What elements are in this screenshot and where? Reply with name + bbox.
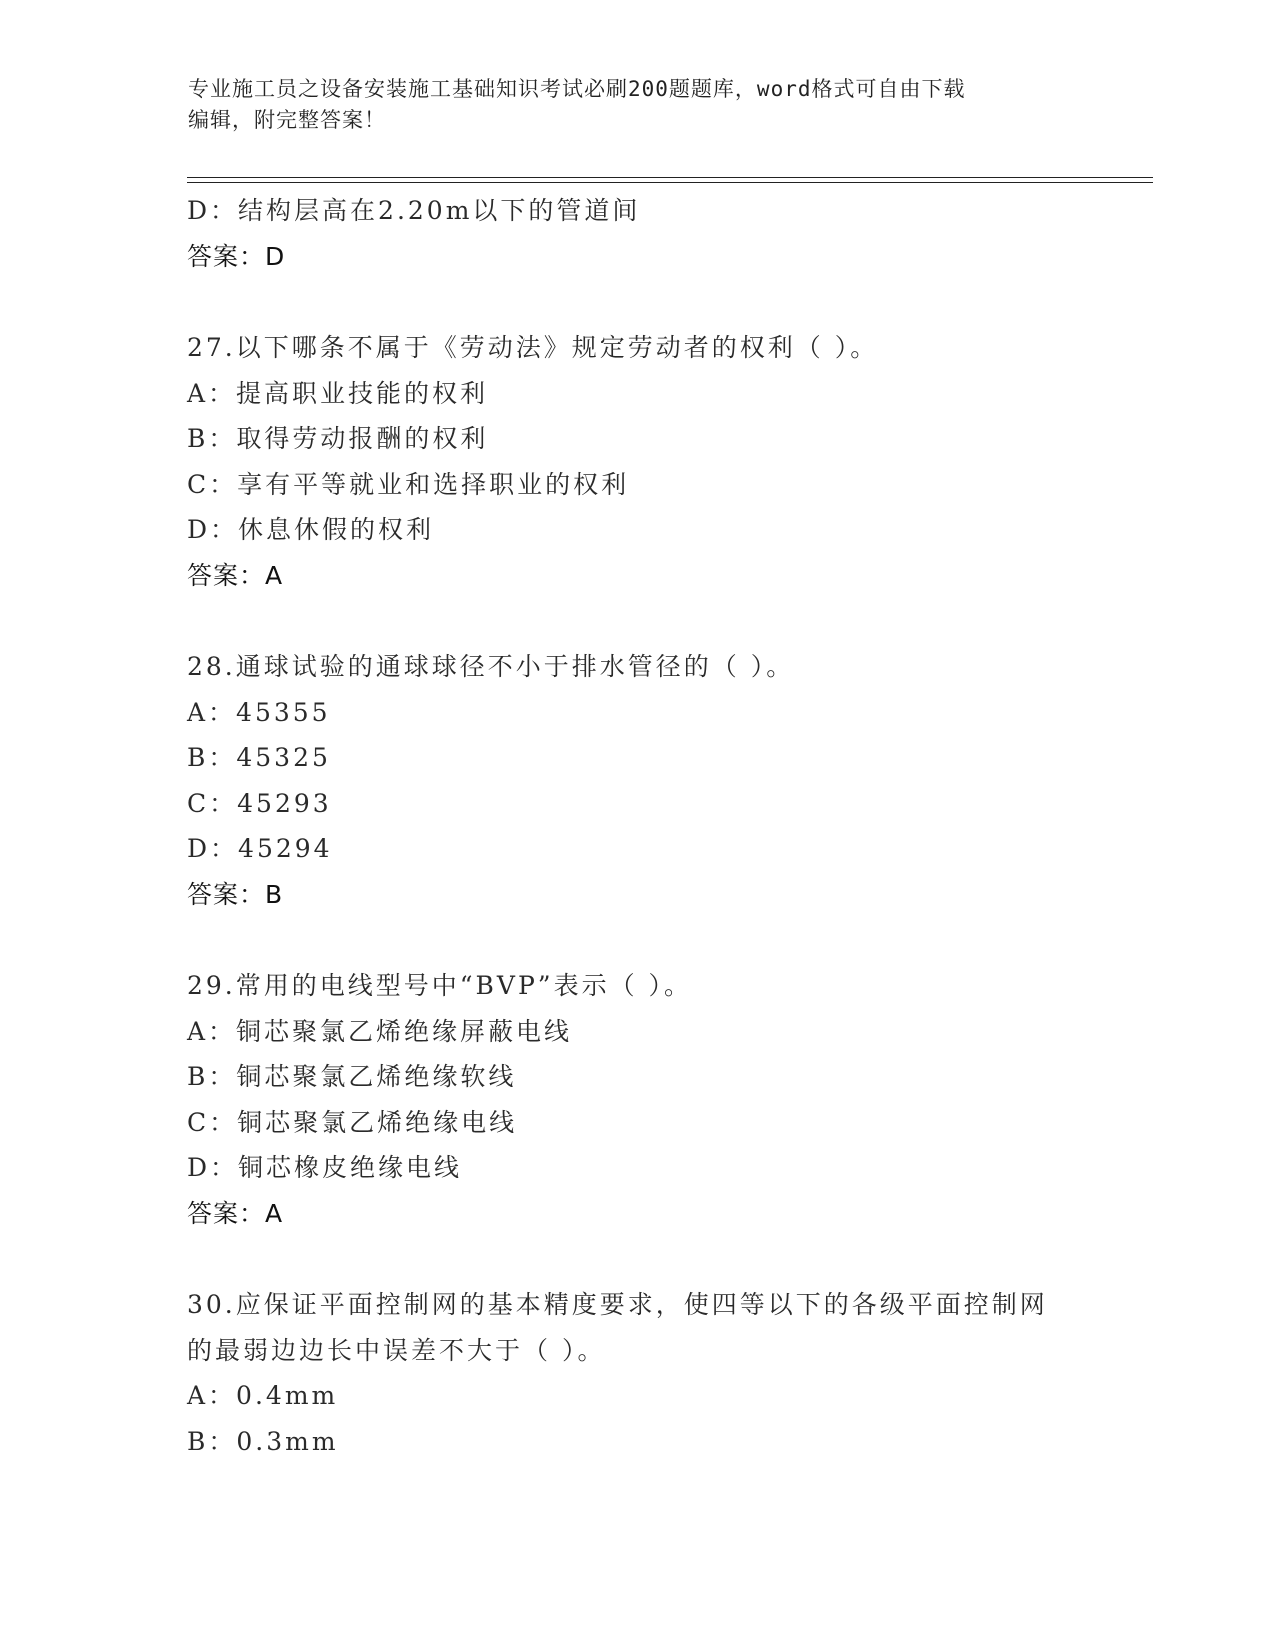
question-stem: 28.通球试验的通球球径不小于排水管径的（ ）。 — [187, 652, 795, 681]
header-divider-bottom — [187, 182, 1153, 183]
option-a: A：铜芯聚氯乙烯绝缘屏蔽电线 — [187, 1016, 573, 1046]
spacer — [187, 1236, 1137, 1282]
option-c: C：铜芯聚氯乙烯绝缘电线 — [187, 1107, 518, 1137]
question-stem-line-1: 30.应保证平面控制网的基本精度要求，使四等以下的各级平面控制网 — [187, 1290, 1048, 1319]
question-29 — [187, 963, 1137, 1236]
answer: 答案：A — [187, 560, 284, 590]
option-a: A：45355 — [187, 697, 331, 727]
option-d: D：45294 — [187, 834, 333, 863]
spacer — [187, 279, 1137, 325]
question-28 — [187, 644, 1137, 917]
answer: 答案：B — [187, 879, 284, 909]
question-stem: 29.常用的电线型号中“BVP”表示（ ）。 — [187, 971, 693, 1000]
question-stem: 27.以下哪条不属于《劳动法》规定劳动者的权利（ ）。 — [187, 333, 879, 362]
answer: 答案：A — [187, 1198, 284, 1228]
prev-option-d: D：结构层高在2.20m以下的管道间 — [187, 196, 641, 225]
option-d: D：铜芯橡皮绝缘电线 — [187, 1153, 463, 1182]
document-header — [188, 74, 1088, 136]
header-divider-top — [187, 177, 1153, 178]
prev-answer: 答案：D — [187, 241, 286, 271]
header-title-line-2: 编辑，附完整答案！ — [188, 108, 386, 132]
option-c: C：45293 — [187, 788, 332, 818]
option-b: B：0.3mm — [187, 1426, 339, 1456]
option-c: C：享有平等就业和选择职业的权利 — [187, 469, 630, 499]
header-title-line-1: 专业施工员之设备安装施工基础知识考试必刷200题题库，word格式可自由下载 — [188, 77, 966, 101]
question-content — [187, 188, 1137, 1464]
option-b: B：铜芯聚氯乙烯绝缘软线 — [187, 1062, 517, 1091]
option-a: A：提高职业技能的权利 — [187, 378, 489, 408]
option-a: A：0.4mm — [187, 1381, 339, 1410]
option-b: B：45325 — [187, 743, 331, 772]
option-d: D：休息休假的权利 — [187, 515, 435, 544]
spacer — [187, 598, 1137, 644]
option-b: B：取得劳动报酬的权利 — [187, 424, 489, 453]
question-27 — [187, 325, 1137, 598]
spacer — [187, 917, 1137, 963]
question-30 — [187, 1282, 1137, 1464]
question-stem-line-2: 的最弱边边长中误差不大于（ ）。 — [187, 1335, 606, 1365]
